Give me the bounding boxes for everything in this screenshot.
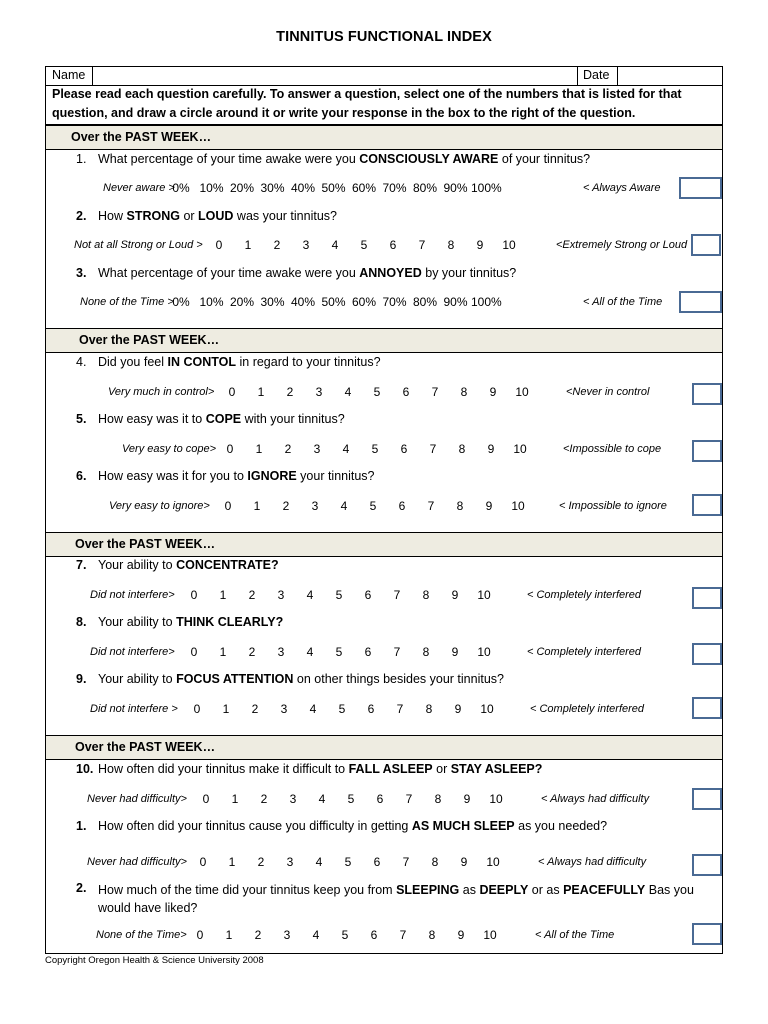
scale-option[interactable]: 7: [431, 385, 439, 399]
question-number: 7.: [76, 558, 87, 572]
response-box[interactable]: [692, 643, 722, 665]
scale-option[interactable]: 3: [302, 238, 310, 252]
question-number: 1.: [76, 819, 87, 833]
scale-option[interactable]: 10: [511, 499, 525, 513]
scale-option[interactable]: 8: [425, 702, 433, 716]
scale-option[interactable]: 10: [483, 928, 497, 942]
scale-option[interactable]: 6: [373, 855, 381, 869]
scale-option[interactable]: 1: [219, 645, 227, 659]
scale-option[interactable]: 6: [367, 702, 375, 716]
question-number: 1.: [76, 152, 87, 166]
scale-option[interactable]: 5: [347, 792, 355, 806]
response-box[interactable]: [692, 854, 722, 876]
rating-scale: [0, 181, 768, 197]
scale-option[interactable]: 9: [485, 499, 493, 513]
scale-option[interactable]: 4: [315, 855, 323, 869]
scale-option[interactable]: 8: [456, 499, 464, 513]
scale-right-anchor: < Completely interfered: [527, 589, 642, 601]
scale-option[interactable]: 0%: [172, 295, 190, 309]
scale-option[interactable]: 8: [447, 238, 455, 252]
scale-option[interactable]: 1: [231, 792, 239, 806]
scale-option[interactable]: 0: [228, 385, 236, 399]
question-prompt: Your ability to CONCENTRATE?: [98, 558, 279, 572]
response-box[interactable]: [692, 587, 722, 609]
scale-option[interactable]: 0%: [172, 181, 190, 195]
scale-option[interactable]: 100%: [471, 181, 502, 195]
scale-right-anchor: < Completely interfered: [527, 646, 642, 658]
scale-option[interactable]: 0: [190, 588, 198, 602]
scale-option[interactable]: 1: [244, 238, 252, 252]
scale-option[interactable]: 90%: [443, 295, 468, 309]
scale-option[interactable]: 50%: [321, 295, 346, 309]
response-box[interactable]: [679, 177, 722, 199]
scale-option[interactable]: 1: [253, 499, 261, 513]
scale-option[interactable]: 10: [513, 442, 527, 456]
scale-option[interactable]: 2: [251, 702, 259, 716]
scale-option[interactable]: 3: [280, 702, 288, 716]
scale-option[interactable]: 7: [418, 238, 426, 252]
response-box[interactable]: [691, 234, 721, 256]
scale-option[interactable]: 0: [193, 702, 201, 716]
scale-option[interactable]: 80%: [412, 295, 438, 309]
scale-right-anchor: <Never in control: [566, 386, 650, 398]
question-number: 4.: [76, 355, 87, 369]
scale-option[interactable]: 4: [306, 588, 314, 602]
scale-option[interactable]: 5: [335, 645, 343, 659]
scale-right-anchor: < Impossible to ignore: [559, 500, 667, 512]
scale-option[interactable]: 60%: [351, 295, 377, 309]
question-number: 8.: [76, 615, 87, 629]
question-prompt: How often did your tinnitus cause you difficulty in getting AS MUCH SLEEP as you needed?: [98, 819, 608, 833]
question-prompt: Your ability to THINK CLEARLY?: [98, 615, 284, 629]
scale-option[interactable]: 6: [400, 442, 408, 456]
scale-option[interactable]: 3: [311, 499, 319, 513]
scale-option[interactable]: 10: [477, 645, 491, 659]
scale-option[interactable]: 2: [282, 499, 290, 513]
scale-option[interactable]: 2: [260, 792, 268, 806]
scale-right-anchor: < All of the Time: [535, 929, 615, 941]
scale-option[interactable]: 4: [342, 442, 350, 456]
response-box[interactable]: [692, 494, 722, 516]
scale-left-anchor: Never had difficulty>: [87, 793, 187, 805]
scale-option[interactable]: 0: [215, 238, 223, 252]
scale-option[interactable]: 2: [284, 442, 292, 456]
scale-option[interactable]: 7: [405, 792, 413, 806]
scale-left-anchor: Never aware >: [103, 182, 175, 194]
question-prompt: Did you feel IN CONTOL in regard to your tinnitus?: [98, 355, 381, 369]
scale-right-anchor: < Always Aware: [583, 182, 661, 194]
scale-option[interactable]: 70%: [382, 181, 407, 195]
scale-option[interactable]: 4: [344, 385, 352, 399]
scale-option[interactable]: 5: [335, 588, 343, 602]
scale-left-anchor: Did not interfere >: [90, 703, 178, 715]
scale-option[interactable]: 9: [489, 385, 497, 399]
scale-option[interactable]: 1: [257, 385, 265, 399]
question-prompt: How much of the time did your tinnitus keep you from SLEEPING as DEEPLY or as PEACEFULLY Bas you would have liked?: [98, 883, 694, 915]
scale-option[interactable]: 1: [222, 702, 230, 716]
rating-scale: [0, 588, 768, 604]
scale-option[interactable]: 2: [248, 645, 256, 659]
scale-option[interactable]: 7: [393, 645, 401, 659]
question-prompt: How easy was it for you to IGNORE your tinnitus?: [98, 469, 375, 483]
scale-option[interactable]: 7: [402, 855, 410, 869]
scale-left-anchor: Never had difficulty>: [87, 856, 187, 868]
rating-scale: [0, 499, 768, 515]
scale-option[interactable]: 10: [486, 855, 500, 869]
scale-option[interactable]: 5: [341, 928, 349, 942]
scale-option[interactable]: 5: [373, 385, 381, 399]
scale-option[interactable]: 9: [451, 588, 459, 602]
rating-scale: [0, 702, 768, 718]
section-header: Over the PAST WEEK…: [46, 532, 722, 557]
question-prompt: Your ability to FOCUS ATTENTION on other things besides your tinnitus?: [98, 672, 504, 686]
scale-option[interactable]: 1: [225, 928, 233, 942]
scale-option[interactable]: 3: [277, 588, 285, 602]
question-number: 6.: [76, 469, 87, 483]
question-prompt: What percentage of your time awake were you CONSCIOUSLY AWARE of your tinnitus?: [98, 152, 591, 166]
scale-option[interactable]: 0: [199, 855, 207, 869]
scale-option[interactable]: 20%: [229, 295, 255, 309]
scale-option[interactable]: 0: [202, 792, 210, 806]
scale-left-anchor: Very easy to ignore>: [109, 500, 210, 512]
scale-option[interactable]: 7: [427, 499, 435, 513]
scale-option[interactable]: 10%: [199, 181, 224, 195]
question-prompt: How STRONG or LOUD was your tinnitus?: [98, 209, 337, 223]
name-field[interactable]: [93, 67, 577, 85]
scale-option[interactable]: 8: [460, 385, 468, 399]
response-box[interactable]: [692, 788, 722, 810]
scale-option[interactable]: 6: [398, 499, 406, 513]
scale-option[interactable]: 10: [480, 702, 494, 716]
scale-option[interactable]: 2: [286, 385, 294, 399]
section-header: Over the PAST WEEK…: [46, 328, 722, 353]
scale-option[interactable]: 5: [371, 442, 379, 456]
scale-left-anchor: Very much in control>: [108, 386, 215, 398]
scale-option[interactable]: 20%: [229, 181, 255, 195]
response-box[interactable]: [692, 923, 722, 945]
scale-left-anchor: Very easy to cope>: [122, 443, 217, 455]
question-number: 2.: [76, 209, 87, 223]
rating-scale: [0, 238, 768, 254]
scale-option[interactable]: 6: [364, 588, 372, 602]
scale-option[interactable]: 2: [248, 588, 256, 602]
scale-option[interactable]: 4: [306, 645, 314, 659]
scale-option[interactable]: 6: [402, 385, 410, 399]
scale-option[interactable]: 100%: [471, 295, 502, 309]
scale-option[interactable]: 9: [457, 928, 465, 942]
scale-option[interactable]: 60%: [351, 181, 377, 195]
scale-option[interactable]: 5: [360, 238, 368, 252]
rating-scale: [0, 855, 768, 871]
scale-option[interactable]: 3: [286, 855, 294, 869]
scale-right-anchor: <Extremely Strong or Loud: [556, 239, 688, 251]
question-number: 10.: [76, 762, 94, 776]
scale-option[interactable]: 7: [429, 442, 437, 456]
scale-left-anchor: Not at all Strong or Loud >: [74, 239, 203, 251]
scale-option[interactable]: 8: [428, 928, 436, 942]
scale-right-anchor: <Impossible to cope: [563, 443, 662, 455]
question-prompt: What percentage of your time awake were you ANNOYED by your tinnitus?: [98, 266, 517, 280]
scale-option[interactable]: 7: [396, 702, 404, 716]
scale-option[interactable]: 7: [393, 588, 401, 602]
scale-option[interactable]: 40%: [290, 295, 316, 309]
scale-option[interactable]: 3: [289, 792, 297, 806]
scale-option[interactable]: 3: [283, 928, 291, 942]
scale-option[interactable]: 9: [454, 702, 462, 716]
scale-right-anchor: < Always had difficulty: [538, 856, 647, 868]
scale-left-anchor: Did not interfere>: [90, 646, 175, 658]
question-prompt: How often did your tinnitus make it difficult to FALL ASLEEP or STAY ASLEEP?: [98, 762, 543, 776]
date-label: Date: [583, 68, 610, 82]
scale-right-anchor: < Completely interfered: [530, 703, 645, 715]
scale-option[interactable]: 4: [331, 238, 339, 252]
scale-option[interactable]: 10: [502, 238, 516, 252]
scale-option[interactable]: 7: [399, 928, 407, 942]
rating-scale: [0, 295, 768, 311]
section-header: Over the PAST WEEK…: [46, 735, 722, 760]
scale-option[interactable]: 30%: [260, 295, 285, 309]
scale-option[interactable]: 0: [224, 499, 232, 513]
scale-right-anchor: < All of the Time: [583, 296, 663, 308]
scale-option[interactable]: 10: [477, 588, 491, 602]
scale-option[interactable]: 9: [487, 442, 495, 456]
scale-option[interactable]: 0: [190, 645, 198, 659]
scale-option[interactable]: 5: [344, 855, 352, 869]
scale-left-anchor: None of the Time >: [80, 296, 174, 308]
form-title: TINNITUS FUNCTIONAL INDEX: [276, 29, 492, 45]
question-number: 3.: [76, 266, 87, 280]
response-box[interactable]: [692, 383, 722, 405]
scale-option[interactable]: 2: [254, 928, 262, 942]
scale-option[interactable]: 2: [273, 238, 281, 252]
instructions: Please read each question carefully. To answer a question, select one of the numbers that is listed for that question, and draw a circle around it or write your response in the box to the right of the question.: [46, 85, 722, 125]
scale-option[interactable]: 9: [460, 855, 468, 869]
scale-option[interactable]: 5: [338, 702, 346, 716]
name-label: Name: [52, 68, 86, 82]
question-number: 9.: [76, 672, 87, 686]
scale-option[interactable]: 6: [370, 928, 378, 942]
scale-option[interactable]: 10: [515, 385, 529, 399]
scale-option[interactable]: 2: [257, 855, 265, 869]
scale-option[interactable]: 1: [255, 442, 263, 456]
copyright-footer: Copyright Oregon Health & Science University 2008: [45, 955, 264, 966]
response-box[interactable]: [692, 697, 722, 719]
scale-option[interactable]: 9: [451, 645, 459, 659]
scale-option[interactable]: 9: [463, 792, 471, 806]
question-number: 2.: [76, 881, 87, 895]
rating-scale: [0, 442, 768, 458]
scale-option[interactable]: 1: [219, 588, 227, 602]
scale-option[interactable]: 6: [376, 792, 384, 806]
scale-option[interactable]: 3: [313, 442, 321, 456]
scale-option[interactable]: 10%: [199, 295, 224, 309]
scale-option[interactable]: 3: [277, 645, 285, 659]
scale-left-anchor: None of the Time>: [96, 929, 187, 941]
scale-option[interactable]: 90%: [443, 181, 468, 195]
scale-option[interactable]: 4: [312, 928, 320, 942]
scale-right-anchor: < Always had difficulty: [541, 793, 650, 805]
rating-scale: [0, 792, 768, 808]
question-prompt: How easy was it to COPE with your tinnitus?: [98, 412, 345, 426]
response-box[interactable]: [679, 291, 722, 313]
rating-scale: [0, 928, 768, 944]
scale-option[interactable]: 80%: [412, 181, 438, 195]
response-box[interactable]: [692, 440, 722, 462]
rating-scale: [0, 385, 768, 401]
scale-option[interactable]: 4: [340, 499, 348, 513]
scale-option[interactable]: 70%: [382, 295, 407, 309]
rating-scale: [0, 645, 768, 661]
scale-option[interactable]: 5: [369, 499, 377, 513]
scale-option[interactable]: 1: [228, 855, 236, 869]
scale-option[interactable]: 8: [422, 588, 430, 602]
section-header: Over the PAST WEEK…: [46, 125, 722, 150]
scale-option[interactable]: 4: [318, 792, 326, 806]
scale-option[interactable]: 40%: [290, 181, 316, 195]
name-date-row: [46, 67, 722, 86]
scale-option[interactable]: 10: [489, 792, 503, 806]
date-field[interactable]: [618, 67, 722, 85]
scale-option[interactable]: 6: [364, 645, 372, 659]
scale-option[interactable]: 8: [422, 645, 430, 659]
scale-option[interactable]: 50%: [321, 181, 346, 195]
scale-option[interactable]: 8: [434, 792, 442, 806]
scale-option[interactable]: 8: [431, 855, 439, 869]
divider: [577, 67, 578, 85]
scale-option[interactable]: 3: [315, 385, 323, 399]
scale-option[interactable]: 8: [458, 442, 466, 456]
scale-option[interactable]: 0: [226, 442, 234, 456]
scale-option[interactable]: 6: [389, 238, 397, 252]
question-number: 5.: [76, 412, 87, 426]
scale-option[interactable]: 0: [196, 928, 204, 942]
scale-left-anchor: Did not interfere>: [90, 589, 175, 601]
scale-option[interactable]: 30%: [260, 181, 285, 195]
scale-option[interactable]: 9: [476, 238, 484, 252]
scale-option[interactable]: 4: [309, 702, 317, 716]
